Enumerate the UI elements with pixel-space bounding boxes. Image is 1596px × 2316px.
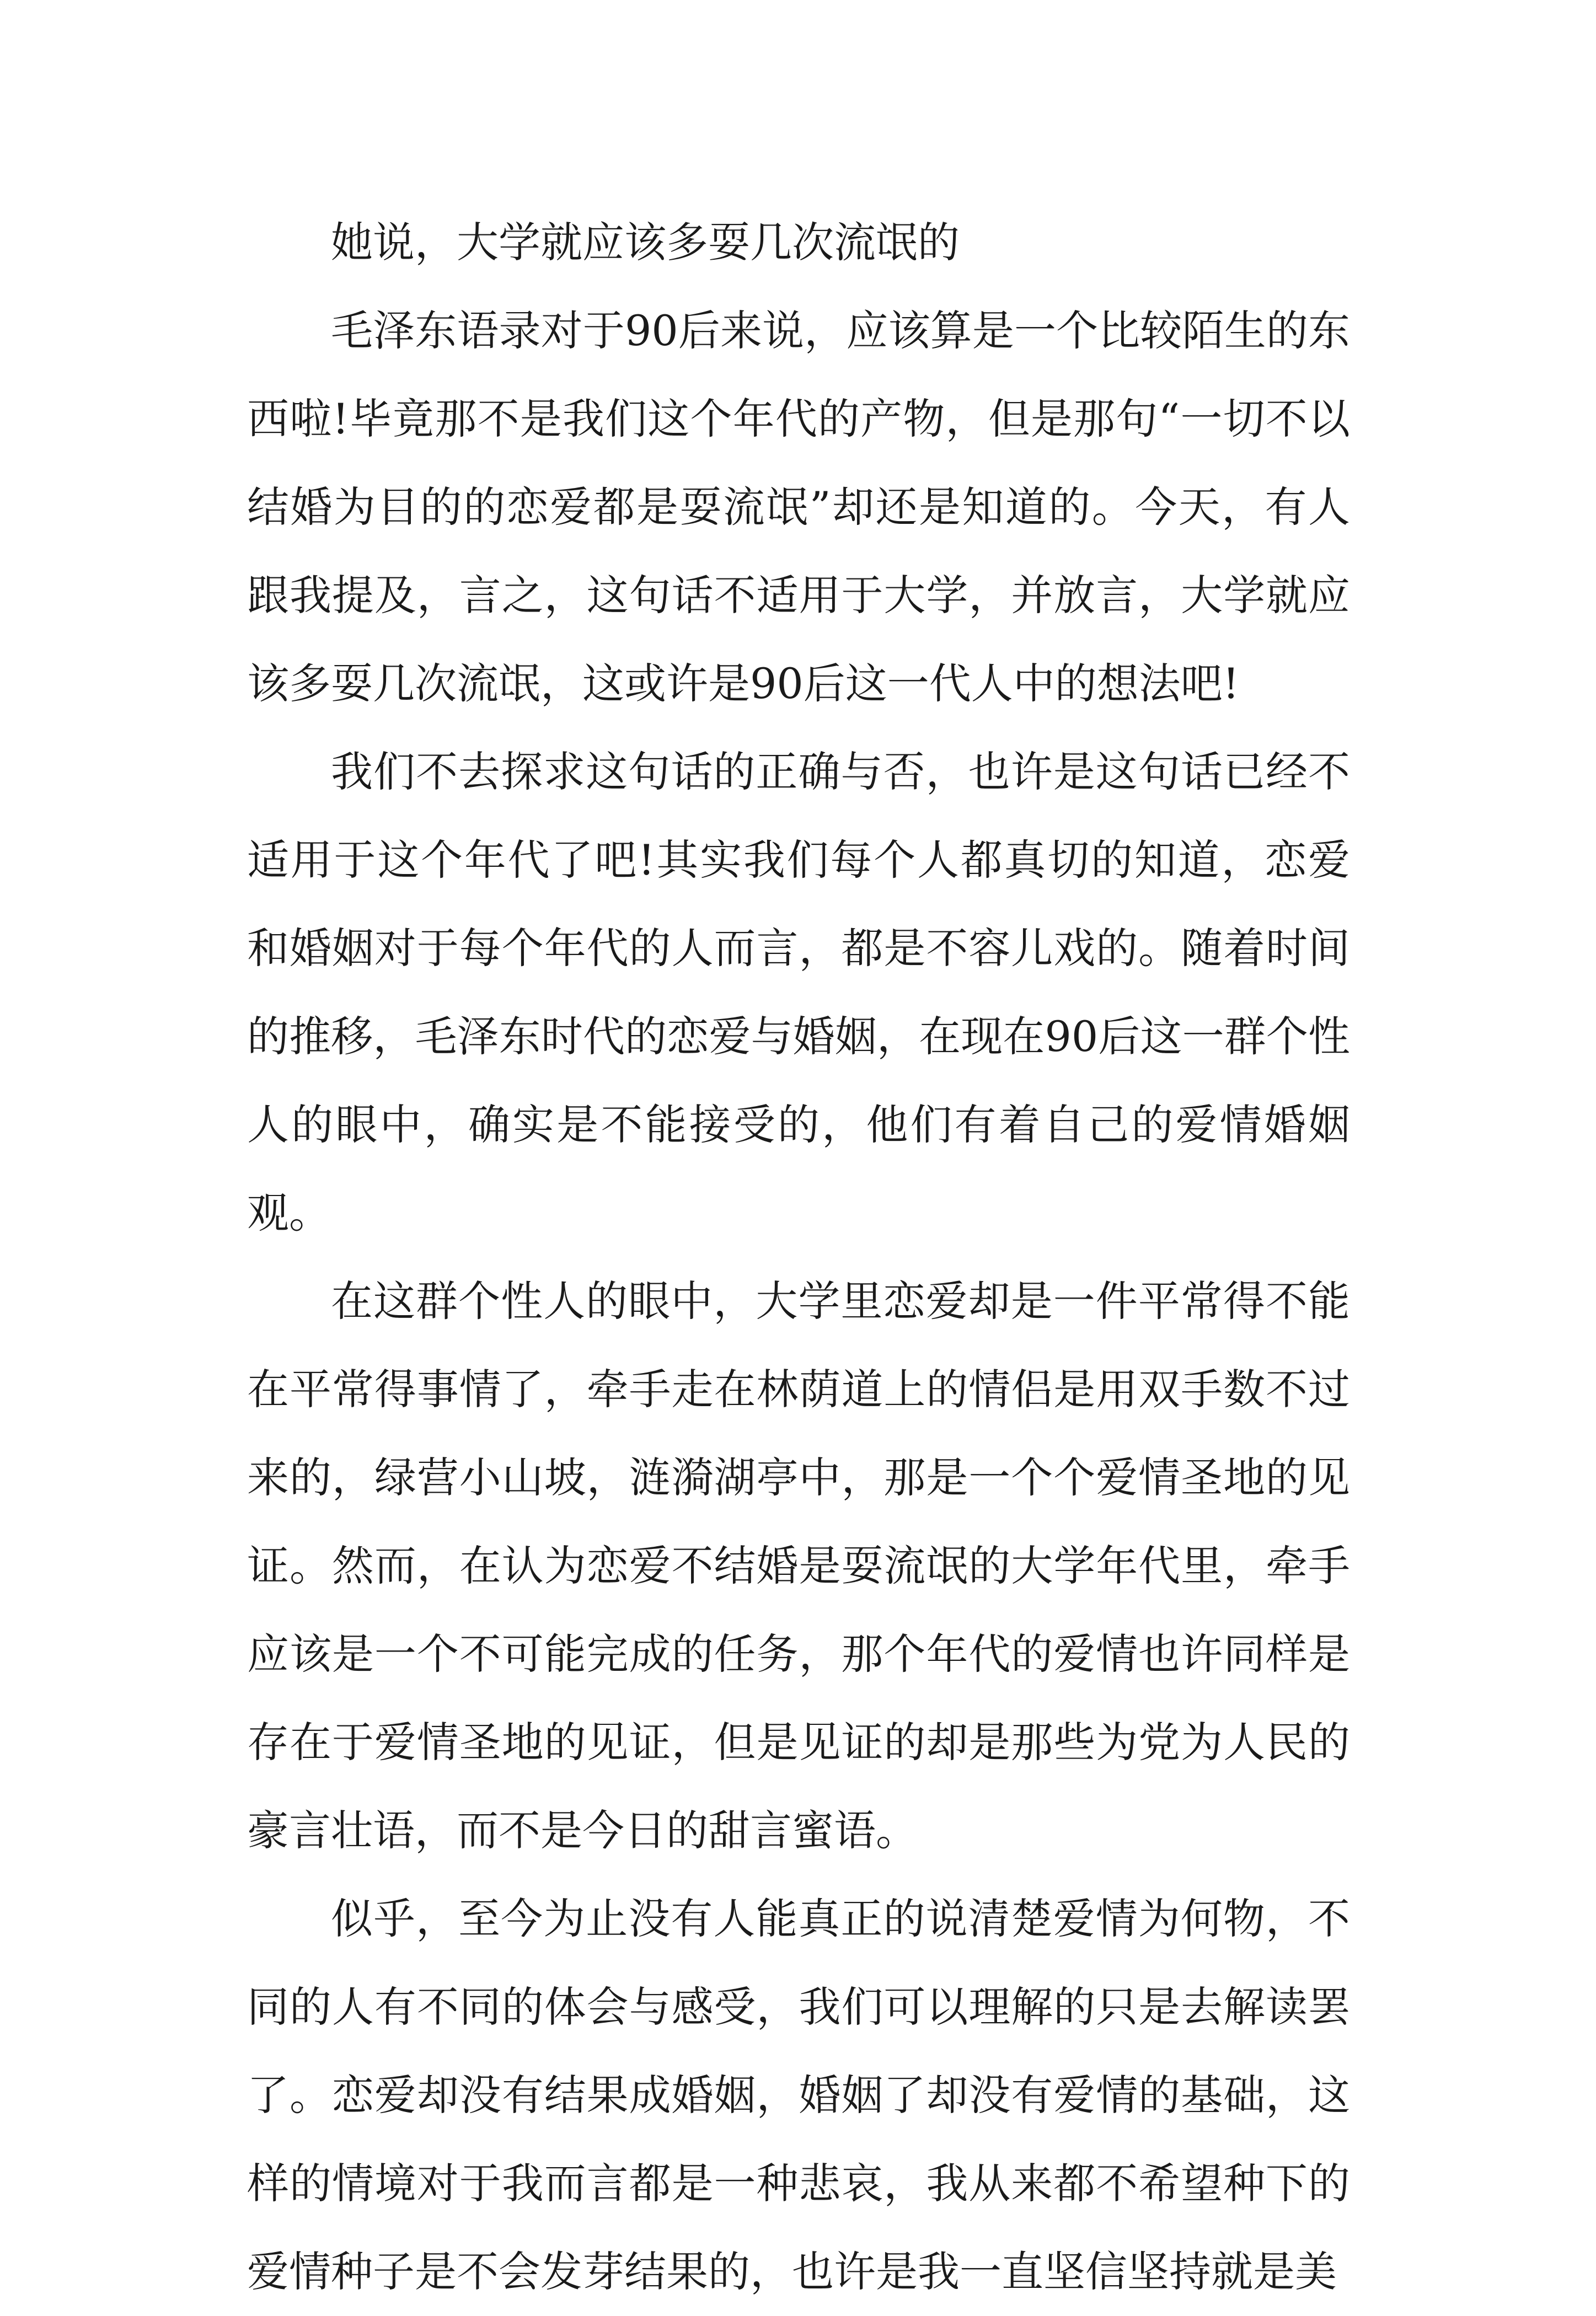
article-body: [247, 199, 1350, 2316]
paragraph-2: 我们不去探求这句话的正确与否，也许是这句话已经不适用于这个年代了吧!其实我们每个人都真切的知道，恋爱和婚姻对于每个年代的人而言，都是不容儿戏的。随着时间的推移，毛泽东时代的恋爱与婚姻，在现在90后这一群个性人的眼中，确实是不能接受的，他们有着自己的爱情婚姻观。: [247, 747, 1350, 1237]
article-title-line: 她说，大学就应该多耍几次流氓的: [331, 218, 960, 267]
paragraph-4: 似乎，至今为止没有人能真正的说清楚爱情为何物，不同的人有不同的体会与感受，我们可以理解的只是去解读罢了。恋爱却没有结果成婚姻，婚姻了却没有爱情的基础，这样的情境对于我而言都是一种悲哀，我从来都不希望种下的爱情种子是不会发芽结果的，也许是我一直坚信坚持就是美: [247, 1894, 1350, 2296]
paragraph-1: 毛泽东语录对于90后来说，应该算是一个比较陌生的东西啦!毕竟那不是我们这个年代的产物，但是那句“一切不以结婚为目的的恋爱都是耍流氓”却还是知道的。今天，有人跟我提及，言之，这句话不适用于大学，并放言，大学就应该多耍几次流氓，这或许是90后这一代人中的想法吧!: [247, 306, 1350, 708]
paragraph-3: 在这群个性人的眼中，大学里恋爱却是一件平常得不能在平常得事情了，牵手走在林荫道上的情侣是用双手数不过来的，绿营小山坡，涟漪湖亭中，那是一个个爱情圣地的见证。然而，在认为恋爱不结婚是耍流氓的大学年代里，牵手应该是一个不可能完成的任务，那个年代的爱情也许同样是存在于爱情圣地的见证，但是见证的却是那些为党为人民的豪言壮语，而不是今日的甜言蜜语。: [247, 1277, 1350, 1855]
